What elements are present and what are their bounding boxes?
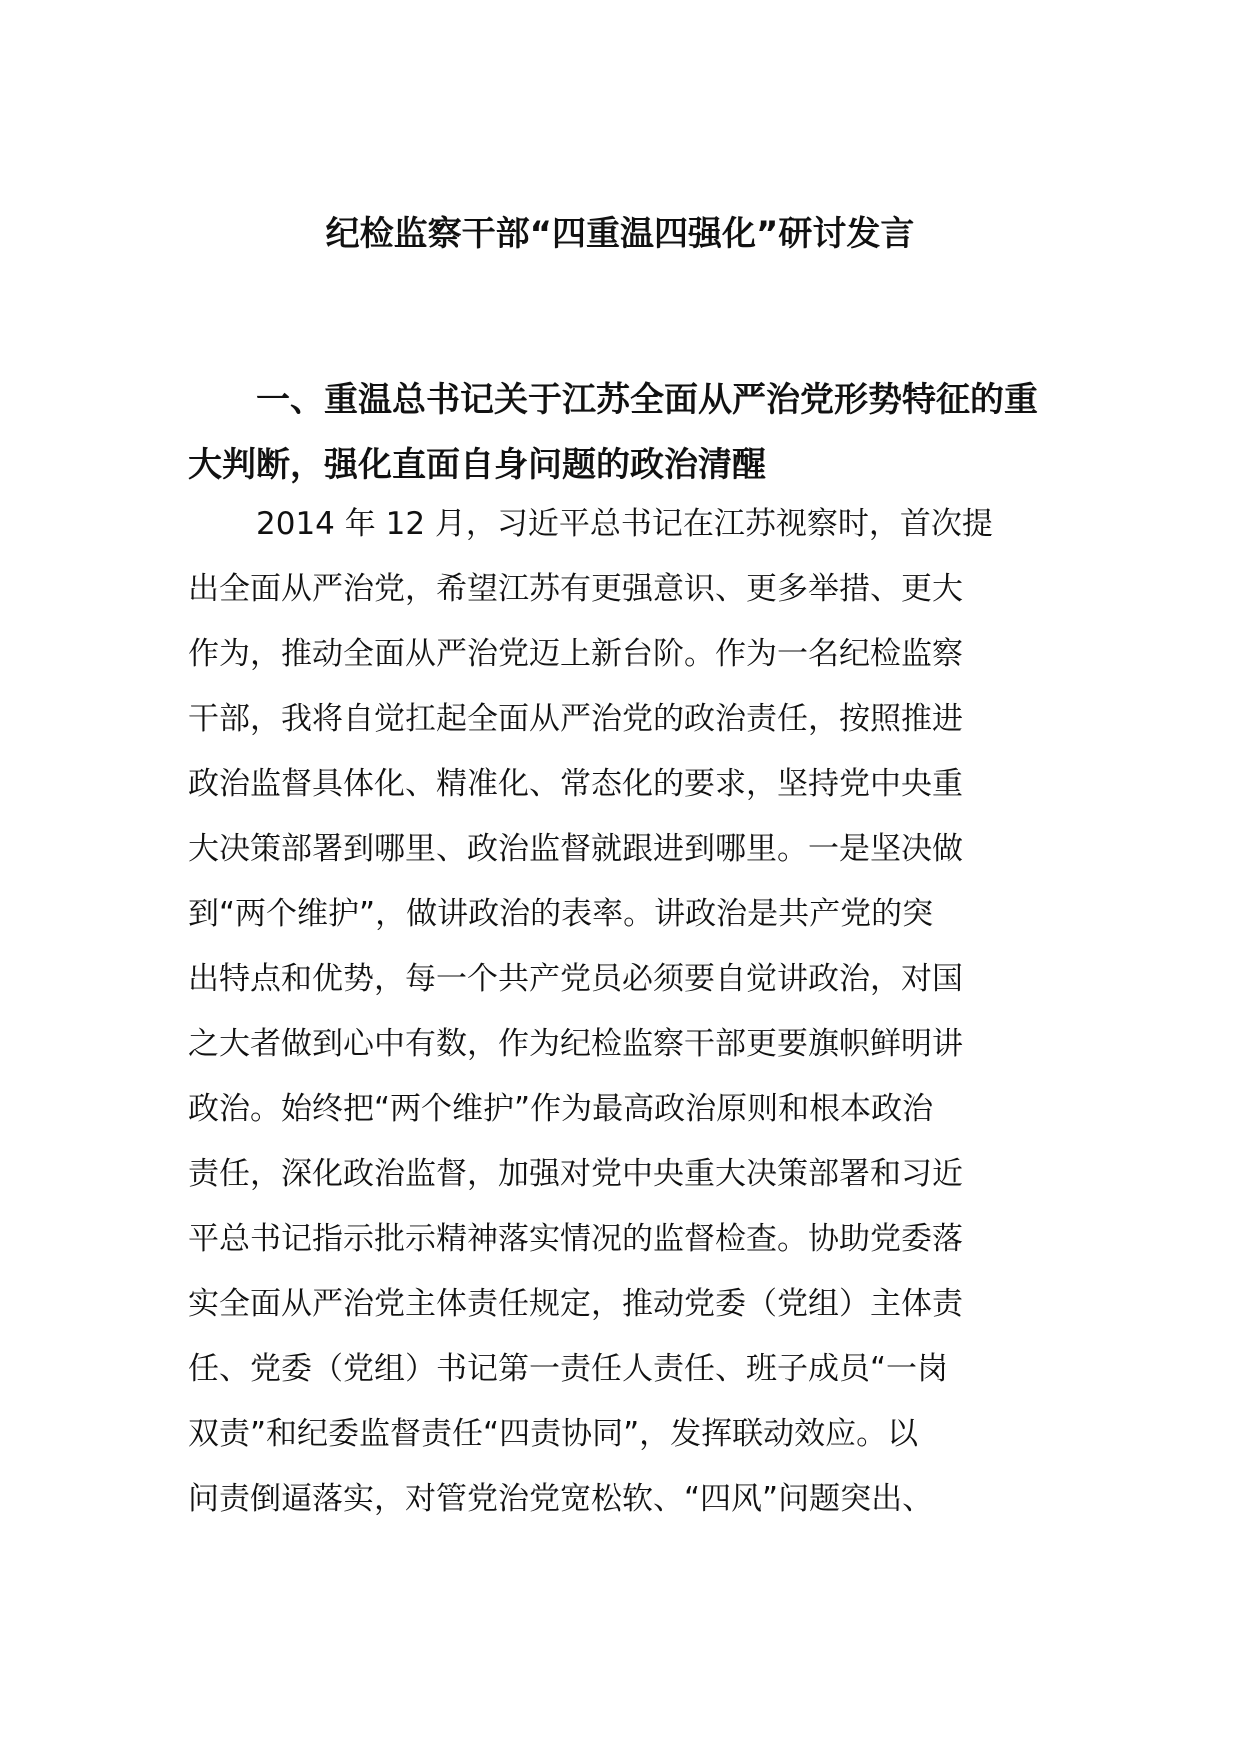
body-line: 问责倒逼落实，对管党治党宽松软、“四风”问题突出、 xyxy=(188,1481,934,1517)
body-line: 双责”和纪委监督责任“四责协同”，发挥联动效应。以 xyxy=(188,1416,919,1452)
body-paragraph xyxy=(188,492,1052,1532)
body-line: 责任，深化政治监督，加强对党中央重大决策部署和习近 xyxy=(188,1156,963,1192)
heading-line: 大判断，强化直面自身问题的政治清醒 xyxy=(188,445,766,485)
body-line: 出特点和优势，每一个共产党员必须要自觉讲政治，对国 xyxy=(188,961,963,997)
document-title: 纪检监察干部“四重温四强化”研讨发言 xyxy=(325,214,915,254)
body-line: 实全面从严治党主体责任规定，推动党委（党组）主体责 xyxy=(188,1286,963,1322)
body-line: 任、党委（党组）书记第一责任人责任、班子成员“一岗 xyxy=(188,1351,949,1387)
body-line: 到“两个维护”，做讲政治的表率。讲政治是共产党的突 xyxy=(188,896,934,932)
body-line: 平总书记指示批示精神落实情况的监督检查。协助党委落 xyxy=(188,1221,963,1257)
section-heading xyxy=(188,368,1052,498)
body-line: 干部，我将自觉扛起全面从严治党的政治责任，按照推进 xyxy=(188,701,963,737)
heading-line: 一、重温总书记关于江苏全面从严治党形势特征的重 xyxy=(256,380,1038,420)
body-line: 大决策部署到哪里、政治监督就跟进到哪里。一是坚决做 xyxy=(188,831,963,867)
body-line: 作为，推动全面从严治党迈上新台阶。作为一名纪检监察 xyxy=(188,636,963,672)
body-line: 2014 年 12 月，习近平总书记在江苏视察时，首次提 xyxy=(256,506,993,542)
body-line: 之大者做到心中有数，作为纪检监察干部更要旗帜鲜明讲 xyxy=(188,1026,963,1062)
body-line: 出全面从严治党，希望江苏有更强意识、更多举措、更大 xyxy=(188,571,963,607)
body-line: 政治监督具体化、精准化、常态化的要求，坚持党中央重 xyxy=(188,766,963,802)
body-line: 政治。始终把“两个维护”作为最高政治原则和根本政治 xyxy=(188,1091,934,1127)
